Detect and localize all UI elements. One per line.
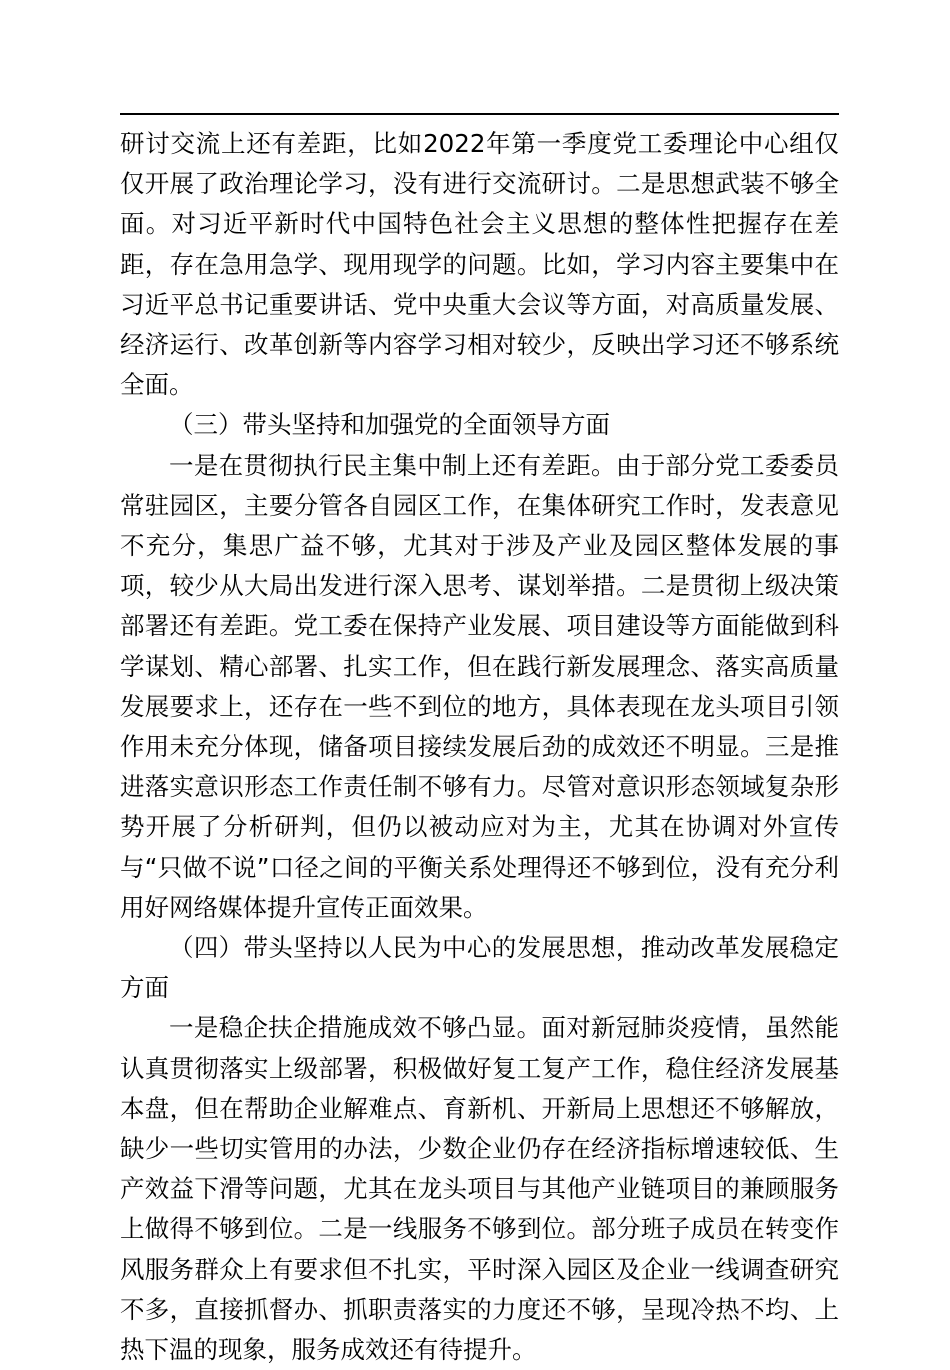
paragraph-continuation: 研讨交流上还有差距，比如2022年第一季度党工委理论中心组仅仅开展了政治理论学习，没有进行交流研讨。二是思想武装不够全面。对习近平新时代中国特色社会主义思想的整体性把握存在差距，存在急用急学、现用现学的问题。比如，学习内容主要集中在习近平总书记重要讲话、党中央重大会议等方面，对高质量发展、经济运行、改革创新等内容学习相对较少，反映出学习还不够系统全面。 (120, 129, 839, 400)
paragraph-leadership: 一是在贯彻执行民主集中制上还有差距。由于部分党工委委员常驻园区，主要分管各自园区工作，在集体研究工作时，发表意见不充分，集思广益不够，尤其对于涉及产业及园区整体发展的事项，较少从大局出发进行深入思考、谋划举措。二是贯彻上级决策部署还有差距。党工委在保持产业发展、项目建设等方面能做到科学谋划、精心部署、扎实工作，但在践行新发展理念、落实高质量发展要求上，还存在一些不到位的地方，具体表现在龙头项目引领作用未充分体现，储备项目接续发展后劲的成效还不明显。三是推进落实意识形态工作责任制不够有力。尽管对意识形态领域复杂形势开展了分析研判，但仍以被动应对为主，尤其在协调对外宣传与“只做不说”口径之间的平衡关系处理得还不够到位，没有充分利用好网络媒体提升宣传正面效果。 (120, 450, 839, 922)
paragraph-enterprise-support: 一是稳企扶企措施成效不够凸显。面对新冠肺炎疫情，虽然能认真贯彻落实上级部署，积极做好复工复产工作，稳住经济发展基本盘，但在帮助企业解难点、育新机、开新局上思想还不够解放，缺少一些切实管用的办法，少数企业仍存在经济指标增速较低、生产效益下滑等问题，尤其在龙头项目与其他产业链项目的兼顾服务上做得不够到位。二是一线服务不够到位。部分班子成员在转变作风服务群众上有要求但不扎实，平时深入园区及企业一线调查研究不多，直接抓督办、抓职责落实的力度还不够，呈现冷热不均、上热下温的现象，服务成效还有待提升。 (120, 1013, 839, 1365)
section-heading-four: （四）带头坚持以人民为中心的发展思想，推动改革发展稳定方面 (120, 933, 839, 1003)
section-heading-three: （三）带头坚持和加强党的全面领导方面 (169, 410, 610, 440)
document-body (120, 124, 839, 1370)
header-rule (120, 113, 839, 115)
